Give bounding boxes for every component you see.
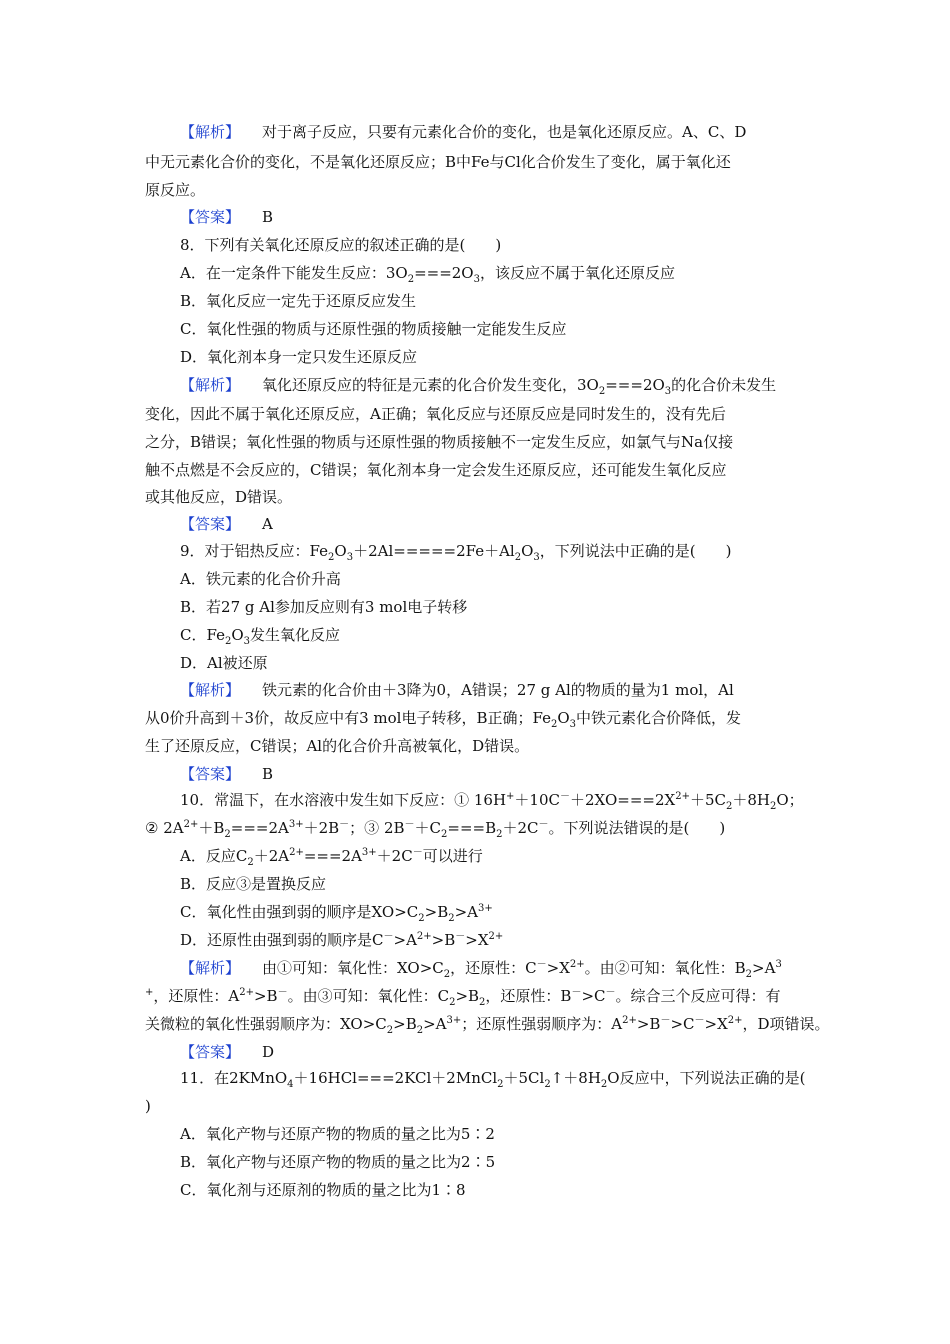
answer-tag: 【答案】 (180, 1043, 241, 1061)
q9-analysis-line-3: 生了还原反应，C错误；Al的化合价升高被氧化，D错误。 (145, 737, 530, 755)
q9-option-c: C．$Fe_2O_3$发生氧化反应 (180, 626, 341, 647)
q8-option-c: C．氧化性强的物质与还原性强的物质接触一定能发生反应 (180, 320, 567, 338)
q10-stem-line-1: 10．常温下，在水溶液中发生如下反应：① $16H^++10C^-+2XO===2X^{2+}+5C_2+8H_2O$； (180, 791, 804, 812)
q7-analysis-line-1: 【解析】 对于离子反应，只要有元素化合价的变化，也是氧化还原反应。A、C、D (180, 123, 747, 141)
q9-analysis-line-2: 从0价升高到＋3价，故反应中有3 mol电子转移，B正确；$Fe_2O_3$中铁元素化合价降低，发 (145, 709, 742, 730)
q9-option-a: A．铁元素的化合价升高 (180, 570, 341, 588)
q8-analysis-line-1: 【解析】 氧化还原反应的特征是元素的化合价发生变化，$3O_2===2O_3$的化合价未发生 (180, 376, 777, 397)
q10-analysis-line-3: 关微粒的氧化性强弱顺序为：$XO>C_2>B_2>A^{3+}$；还原性强弱顺序为：$A^{2+}>B^->C^->X^{2+}$，D项错误。 (145, 1015, 830, 1036)
q11-option-c: C．氧化剂与还原剂的物质的量之比为1∶8 (180, 1181, 466, 1199)
q8-stem: 8．下列有关氧化还原反应的叙述正确的是( ) (180, 236, 502, 254)
q10-option-c: C．氧化性由强到弱的顺序是$XO>C_2>B_2>A^{3+}$ (180, 903, 493, 924)
q9-option-b: B．若27 g Al参加反应则有3 mol电子转移 (180, 598, 468, 616)
q8-analysis-line-4: 触不点燃是不会反应的，C错误；氧化剂本身一定会发生还原反应，还可能发生氧化反应 (145, 461, 727, 479)
q8-option-a: A．在一定条件下能发生反应：$3O_2===2O_3$，该反应不属于氧化还原反应 (180, 264, 675, 285)
q11-option-b: B．氧化产物与还原产物的物质的量之比为2∶5 (180, 1153, 496, 1171)
q7-answer: 【答案】 B (180, 208, 274, 226)
analysis-tag: 【解析】 (180, 376, 241, 394)
q9-analysis-line-1: 【解析】 铁元素的化合价由＋3降为0，A错误；27 g Al的物质的量为1 mol，Al (180, 681, 734, 699)
q7-analysis-line-2: 中无元素化合价的变化，不是氧化还原反应；B中Fe与Cl化合价发生了变化，属于氧化还 (145, 153, 731, 171)
q9-stem: 9．对于铝热反应：$Fe_2O_3+2Al=====2Fe+Al_2O_3$，下列说法中正确的是( ) (180, 542, 732, 563)
q10-stem-line-2: ② $2A^{2+}+B_2===2A^{3+}+2B^-$；③ $2B^-+C_2===B_2+2C^-$。下列说法错误的是( ) (145, 819, 726, 840)
q8-analysis-line-5: 或其他反应，D错误。 (145, 488, 293, 506)
q7-analysis-line-3: 原反应。 (145, 181, 206, 199)
answer-tag: 【答案】 (180, 208, 241, 226)
analysis-tag: 【解析】 (180, 123, 241, 141)
q9-answer: 【答案】 B (180, 765, 274, 783)
q10-option-a: A．反应$C_2+2A^{2+}===2A^{3+}+2C^-$可以进行 (180, 847, 483, 868)
q8-option-d: D．氧化剂本身一定只发生还原反应 (180, 348, 418, 366)
q11-stem-line-2: ) (145, 1097, 151, 1115)
answer-tag: 【答案】 (180, 515, 241, 533)
q10-analysis-line-1: 【解析】 由①可知：氧化性：$XO>C_2$，还原性：$C^->X^{2+}$。由②可知：氧化性：$B_2>A^3$ (180, 959, 782, 980)
q10-analysis-line-2: +，还原性：$A^{2+}>B^-$。由③可知：氧化性：$C_2>B_2$，还原性：B－>C－。综合三个反应可得：有 (145, 987, 781, 1008)
q10-option-b: B．反应③是置换反应 (180, 875, 327, 893)
q8-answer: 【答案】 A (180, 515, 273, 533)
q10-option-d: D．还原性由强到弱的顺序是$C^->A^{2+}>B^->X^{2+}$ (180, 931, 504, 949)
q11-stem-line-1: 11．在$2KMnO_4+16HCl===2KCl+2MnCl_2+5Cl_2↑+8H_2O$反应中，下列说法正确的是( (180, 1069, 806, 1090)
q8-analysis-line-3: 之分，B错误；氧化性强的物质与还原性强的物质接触不一定发生反应，如氯气与Na仅接 (145, 433, 734, 451)
q8-analysis-line-2: 变化，因此不属于氧化还原反应，A正确；氧化反应与还原反应是同时发生的，没有先后 (145, 405, 726, 423)
q11-option-a: A．氧化产物与还原产物的物质的量之比为5∶2 (180, 1125, 495, 1143)
answer-tag: 【答案】 (180, 765, 241, 783)
analysis-tag: 【解析】 (180, 959, 241, 977)
q8-option-b: B．氧化反应一定先于还原反应发生 (180, 292, 417, 310)
analysis-tag: 【解析】 (180, 681, 241, 699)
q10-answer: 【答案】 D (180, 1043, 275, 1061)
q9-option-d: D．Al被还原 (180, 654, 268, 672)
